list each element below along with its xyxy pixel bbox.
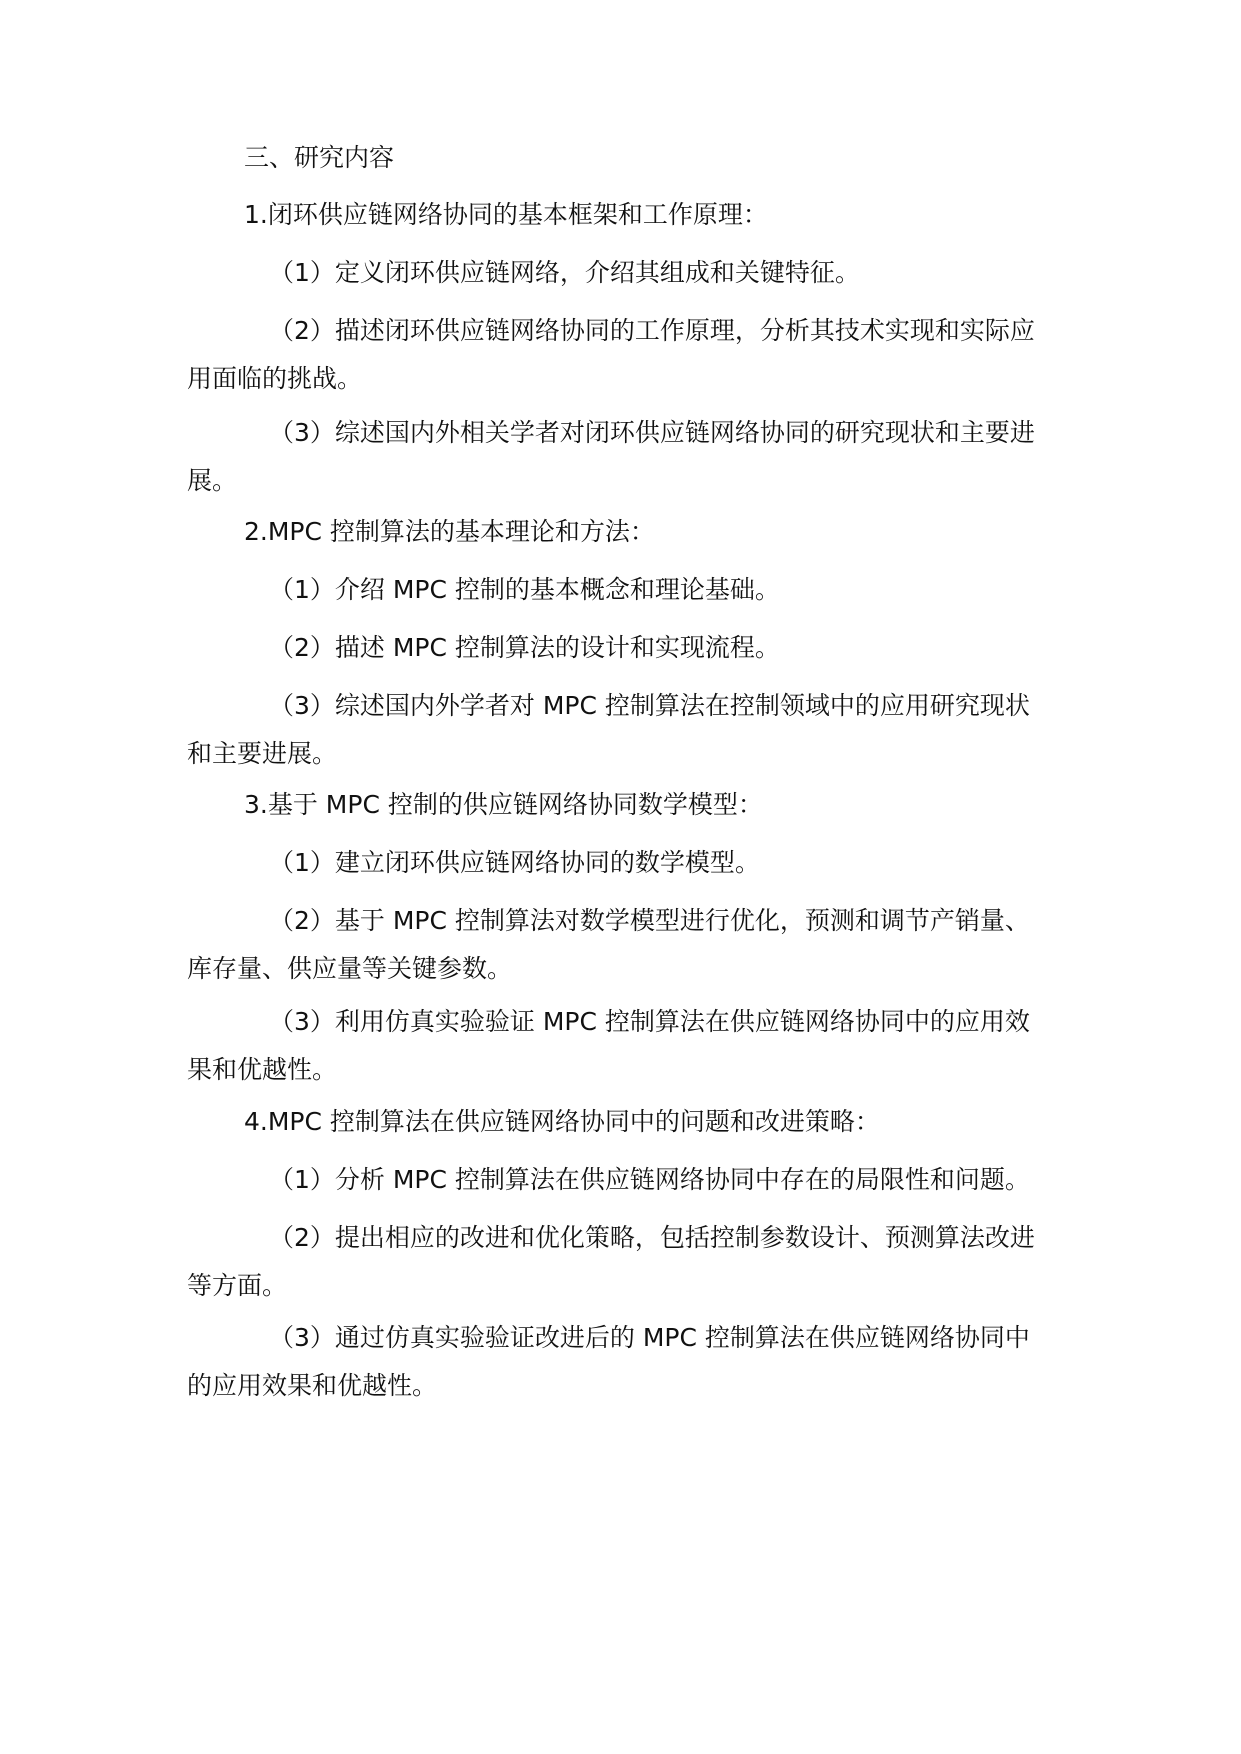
item-4-3: （3）通过仿真实验验证改进后的 MPC 控制算法在供应链网络协同中的应用效果和优越性。 — [187, 1323, 1030, 1400]
item-1-1: （1）定义闭环供应链网络，介绍其组成和关键特征。 — [269, 258, 860, 287]
subsection-title-3: 3.基于 MPC 控制的供应链网络协同数学模型： — [244, 790, 763, 819]
subsection-title-4: 4.MPC 控制算法在供应链网络协同中的问题和改进策略： — [244, 1107, 880, 1136]
item-3-3: （3）利用仿真实验验证 MPC 控制算法在供应链网络协同中的应用效果和优越性。 — [187, 1007, 1030, 1084]
item-2-2: （2）描述 MPC 控制算法的设计和实现流程。 — [269, 633, 780, 662]
item-3-1: （1）建立闭环供应链网络协同的数学模型。 — [269, 848, 760, 877]
item-3-2: （2）基于 MPC 控制算法对数学模型进行优化，预测和调节产销量、库存量、供应量等关键参数。 — [187, 906, 1030, 983]
item-2-1: （1）介绍 MPC 控制的基本概念和理论基础。 — [269, 575, 780, 604]
item-4-1: （1）分析 MPC 控制算法在供应链网络协同中存在的局限性和问题。 — [269, 1165, 1030, 1194]
item-1-2: （2）描述闭环供应链网络协同的工作原理，分析其技术实现和实际应用面临的挑战。 — [187, 316, 1035, 393]
subsection-title-1: 1.闭环供应链网络协同的基本框架和工作原理： — [244, 200, 768, 229]
item-4-2: （2）提出相应的改进和优化策略，包括控制参数设计、预测算法改进等方面。 — [187, 1223, 1035, 1300]
section-heading: 三、研究内容 — [244, 143, 395, 172]
item-1-3: （3）综述国内外相关学者对闭环供应链网络协同的研究现状和主要进展。 — [187, 418, 1035, 495]
subsection-title-2: 2.MPC 控制算法的基本理论和方法： — [244, 517, 655, 546]
item-2-3: （3）综述国内外学者对 MPC 控制算法在控制领域中的应用研究现状和主要进展。 — [187, 691, 1030, 768]
